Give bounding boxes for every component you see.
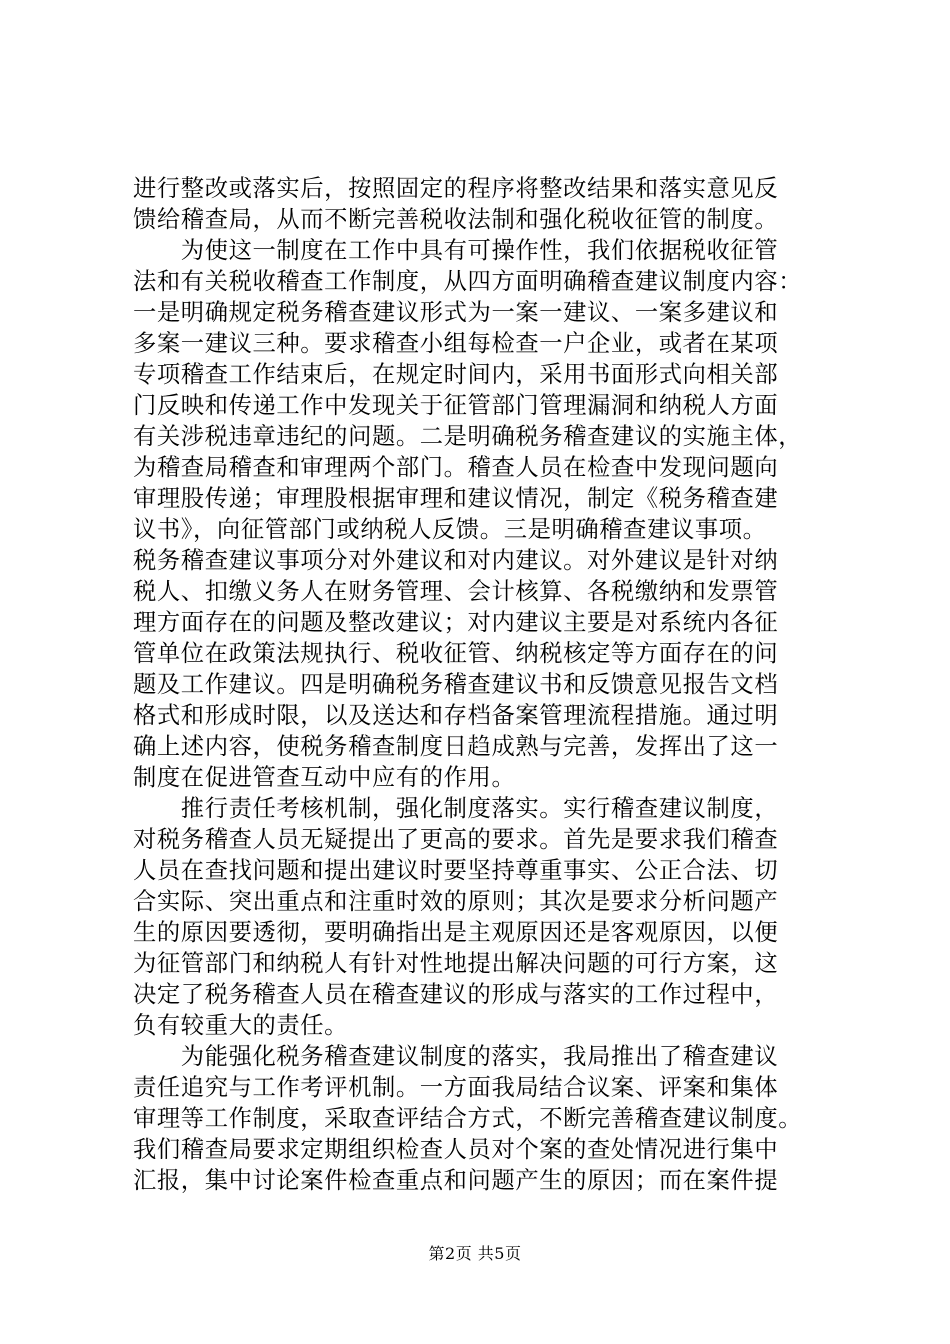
text-line: 管单位在政策法规执行、税收征管、纳税核定等方面存在的问 [133, 640, 779, 667]
text-line: 审理股传递；审理股根据审理和建议情况，制定《税务稽查建 [133, 485, 779, 512]
text-line: 门反映和传递工作中发现关于征管部门管理漏洞和纳税人方面 [133, 392, 779, 419]
text-line: 题及工作建议。四是明确税务稽查建议书和反馈意见报告文档 [133, 671, 779, 698]
text-line: 一是明确规定税务稽查建议形式为一案一建议、一案多建议和 [133, 299, 779, 326]
text-line: 负有较重大的责任。 [133, 1012, 349, 1039]
text-line: 议书》，向征管部门或纳税人反馈。三是明确稽查建议事项。 [133, 516, 767, 543]
text-line: 人员在查找问题和提出建议时要坚持尊重事实、公正合法、切 [133, 857, 779, 884]
text-line: 责任追究与工作考评机制。一方面我局结合议案、评案和集体 [133, 1074, 779, 1101]
text-line: 税务稽查建议事项分对外建议和对内建议。对外建议是针对纳 [133, 547, 779, 574]
text-line: 税人、扣缴义务人在财务管理、会计核算、各税缴纳和发票管 [133, 578, 779, 605]
text-line: 生的原因要透彻，要明确指出是主观原因还是客观原因，以便 [133, 919, 779, 946]
text-line: 馈给稽查局，从而不断完善税收法制和强化税收征管的制度。 [133, 206, 779, 233]
text-line: 汇报，集中讨论案件检查重点和问题产生的原因；而在案件提 [133, 1167, 779, 1194]
text-line: 多案一建议三种。要求稽查小组每检查一户企业，或者在某项 [133, 330, 779, 357]
text-line: 法和有关税收稽查工作制度，从四方面明确稽查建议制度内容： [133, 268, 803, 295]
text-line: 合实际、突出重点和注重时效的原则；其次是要求分析问题产 [133, 888, 779, 915]
text-line: 有关涉税违章违纪的问题。二是明确税务稽查建议的实施主体， [133, 423, 803, 450]
text-line: 格式和形成时限，以及送达和存档备案管理流程措施。通过明 [133, 702, 779, 729]
text-line: 进行整改或落实后，按照固定的程序将整改结果和落实意见反 [133, 175, 779, 202]
text-line: 专项稽查工作结束后，在规定时间内，采用书面形式向相关部 [133, 361, 779, 388]
text-line: 决定了税务稽查人员在稽查建议的形成与落实的工作过程中， [133, 981, 779, 1008]
text-line: 为征管部门和纳税人有针对性地提出解决问题的可行方案，这 [133, 950, 779, 977]
text-line: 推行责任考核机制，强化制度落实。实行稽查建议制度， [133, 795, 779, 822]
text-line: 审理等工作制度，采取查评结合方式，不断完善稽查建议制度。 [133, 1105, 803, 1132]
text-line: 为能强化税务稽查建议制度的落实，我局推出了稽查建议 [133, 1043, 779, 1070]
text-line: 确上述内容，使税务稽查制度日趋成熟与完善，发挥出了这一 [133, 733, 779, 760]
document-body [133, 173, 833, 1196]
text-line: 为使这一制度在工作中具有可操作性，我们依据税收征管 [133, 237, 779, 264]
page-footer: 第2页 共5页 [428, 1244, 522, 1263]
text-line: 为稽查局稽查和审理两个部门。稽查人员在检查中发现问题向 [133, 454, 779, 481]
text-line: 对税务稽查人员无疑提出了更高的要求。首先是要求我们稽查 [133, 826, 779, 853]
text-line: 我们稽查局要求定期组织检查人员对个案的查处情况进行集中 [133, 1136, 779, 1163]
text-line: 制度在促进管查互动中应有的作用。 [133, 764, 516, 791]
text-line: 理方面存在的问题及整改建议；对内建议主要是对系统内各征 [133, 609, 779, 636]
